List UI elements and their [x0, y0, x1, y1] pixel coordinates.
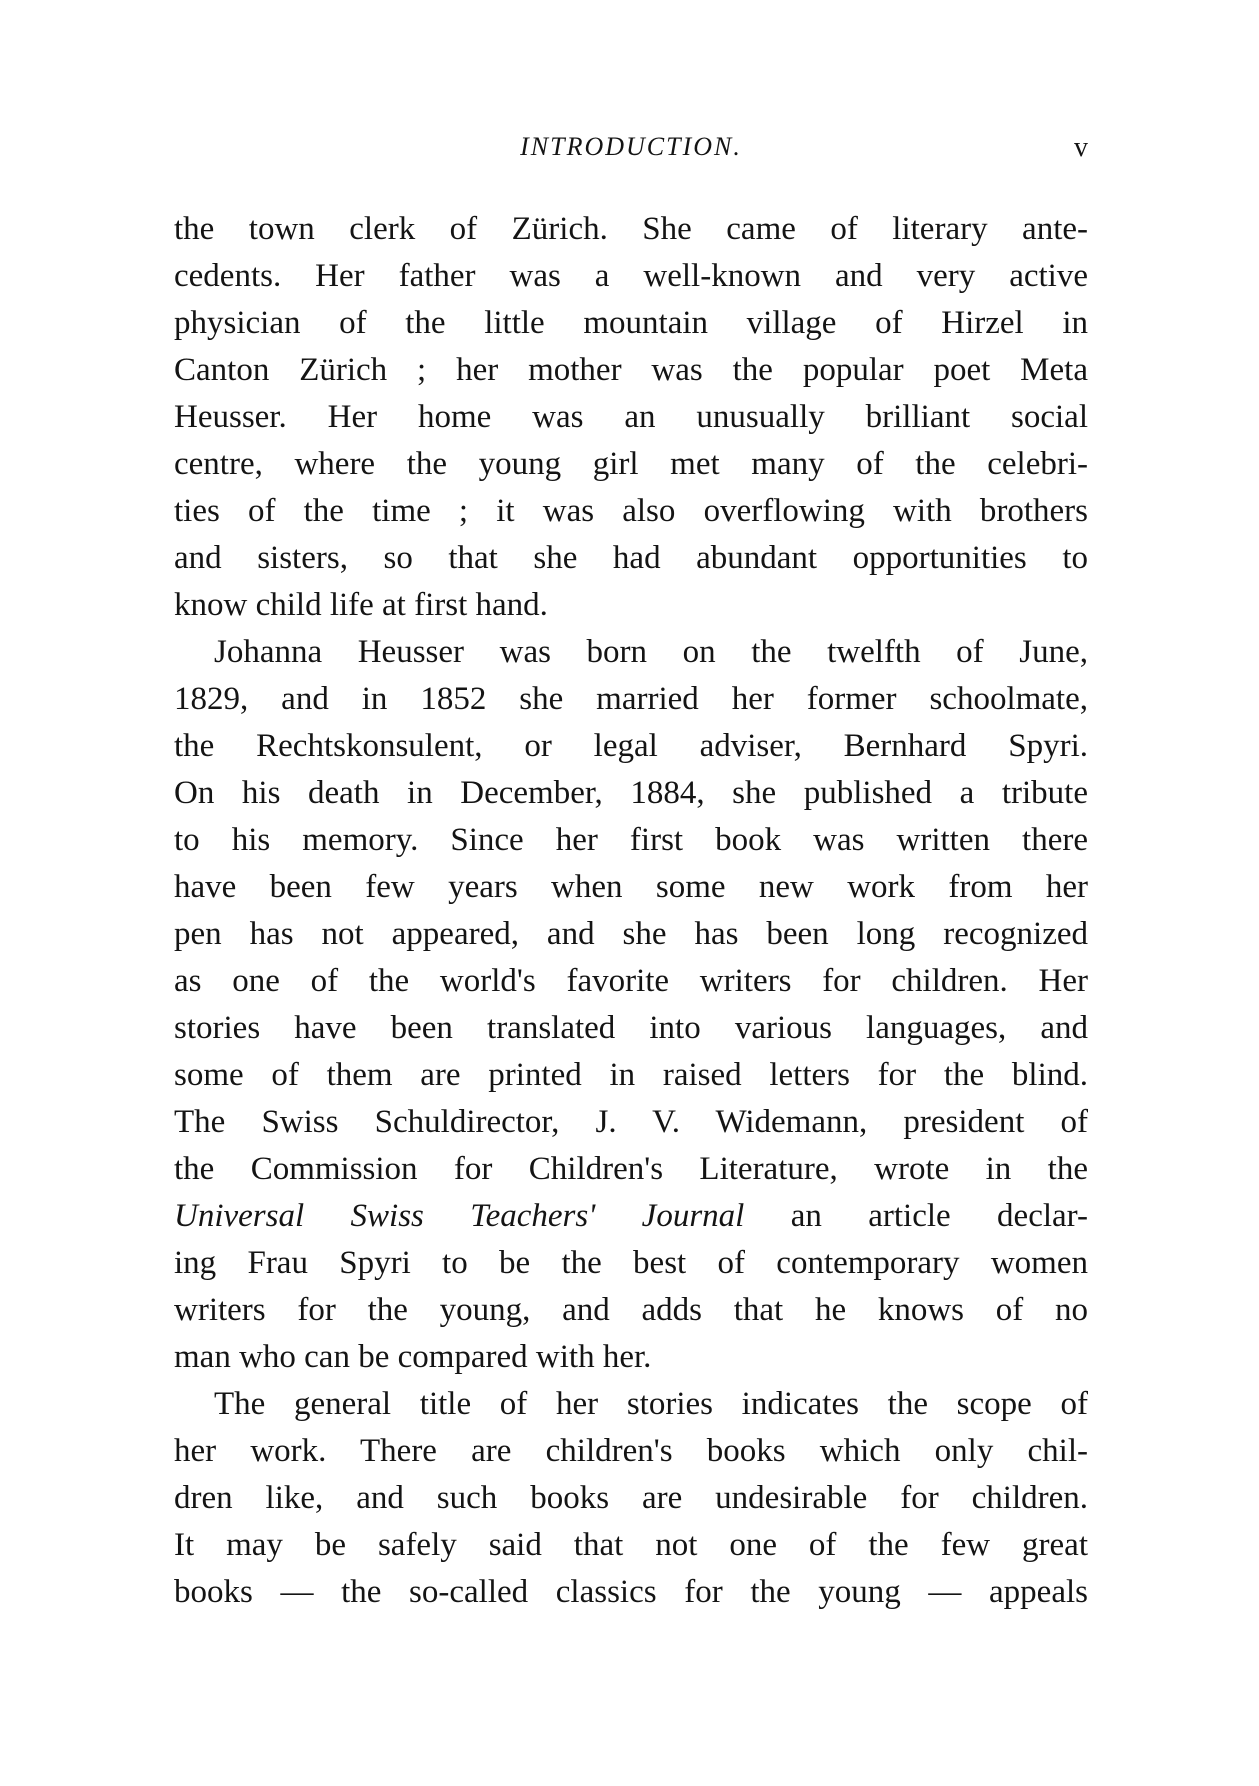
- text-line: the Commission for Children's Literature, wrote in the: [174, 1151, 1088, 1187]
- text-line: It may be safely said that not one of the few great: [174, 1527, 1088, 1563]
- text-line: man who can be compared with her.: [174, 1339, 652, 1375]
- paragraph-2: [174, 629, 1088, 1381]
- page-number: v: [1074, 132, 1088, 163]
- text-line: The general title of her stories indicates the scope of: [214, 1386, 1088, 1422]
- text-line: books — the so-called classics for the young — appeals: [174, 1574, 1088, 1610]
- journal-title: Universal Swiss Teachers' Journal: [174, 1198, 745, 1234]
- text-line: some of them are printed in raised letters for the blind.: [174, 1057, 1088, 1093]
- paragraph-3: [174, 1381, 1088, 1616]
- text-line: stories have been translated into various languages, and: [174, 1010, 1088, 1046]
- text-line: writers for the young, and adds that he knows of no: [174, 1292, 1088, 1328]
- text-line: the Rechtskonsulent, or legal adviser, Bernhard Spyri.: [174, 728, 1088, 764]
- text-line: cedents. Her father was a well-known and very active: [174, 258, 1088, 294]
- text-line: Heusser. Her home was an unusually brilliant social: [174, 399, 1088, 435]
- text-line: ing Frau Spyri to be the best of contemporary women: [174, 1245, 1088, 1281]
- text-line: as one of the world's favorite writers for children. Her: [174, 963, 1088, 999]
- body-text: [174, 206, 1088, 1616]
- running-title: INTRODUCTION.: [520, 132, 742, 161]
- text-line: to his memory. Since her first book was written there: [174, 822, 1088, 858]
- text-line: the town clerk of Zürich. She came of literary ante-: [174, 211, 1088, 247]
- text-line: and sisters, so that she had abundant opportunities to: [174, 540, 1088, 576]
- text-line: her work. There are children's books which only chil-: [174, 1433, 1088, 1469]
- text-line: On his death in December, 1884, she published a tribute: [174, 775, 1088, 811]
- text-line: Canton Zürich ; her mother was the popular poet Meta: [174, 352, 1088, 388]
- text-line: physician of the little mountain village of Hirzel in: [174, 305, 1088, 341]
- text-line: ties of the time ; it was also overflowing with brothers: [174, 493, 1088, 529]
- paragraph-1: [174, 206, 1088, 629]
- text-line-rest: an article declar-: [744, 1198, 1088, 1234]
- text-line: 1829, and in 1852 she married her former schoolmate,: [174, 681, 1088, 717]
- page-header: [174, 132, 1088, 172]
- text-line: The Swiss Schuldirector, J. V. Widemann, president of: [174, 1104, 1088, 1140]
- text-line-with-italic-title: [174, 1193, 1088, 1240]
- text-line: know child life at first hand.: [174, 587, 548, 623]
- text-line: centre, where the young girl met many of the celebri-: [174, 446, 1088, 482]
- text-line: dren like, and such books are undesirable for children.: [174, 1480, 1088, 1516]
- text-line: pen has not appeared, and she has been long recognized: [174, 916, 1088, 952]
- text-line: have been few years when some new work from her: [174, 869, 1088, 905]
- text-line: Johanna Heusser was born on the twelfth of June,: [214, 634, 1088, 670]
